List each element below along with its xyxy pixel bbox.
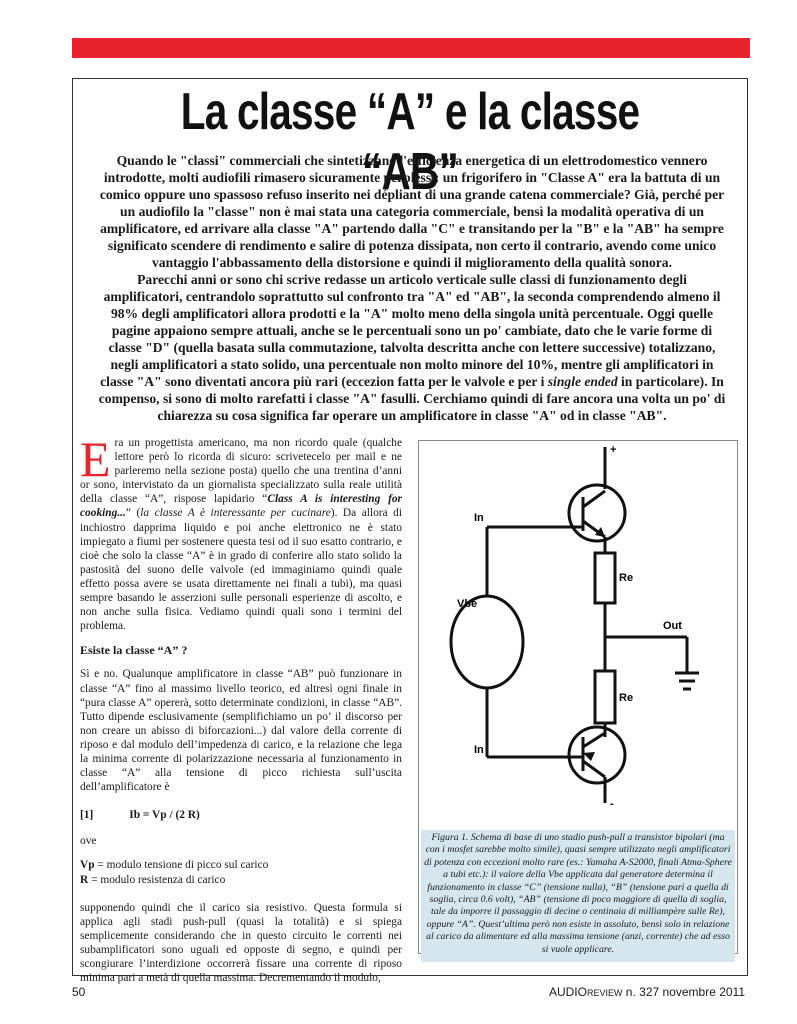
circuit-schematic [419, 441, 737, 833]
in-bottom-label: In [474, 744, 484, 756]
mag-name-a: AUDIO [548, 985, 587, 999]
intro-emphasis: single ended [547, 374, 618, 389]
english-quote: Class A is interesting for cooking... [80, 493, 402, 520]
body-paragraph-1 [80, 431, 402, 633]
body-text: ” ( [125, 507, 141, 520]
header-red-bar [72, 38, 750, 58]
def-symbol-vp: Vp [80, 859, 95, 872]
bottom-resistor-symbol [595, 671, 615, 723]
def-text-vp: = modulo tensione di picco sul carico [94, 859, 269, 872]
drop-cap: E [80, 431, 111, 487]
in-top-label: In [474, 512, 484, 524]
re-bottom-label: Re [619, 692, 634, 704]
plus-label: + [610, 444, 617, 456]
body-paragraph-2: Sì e no. Qualunque amplificatore in classe “AB” può funzionare in classe “A” fino al massimo livello teorico, ed altresì ogni finale in “pura classe A” opererà, sotto determinate condizioni, in classe “AB”. Tutto dipende esclusivamente (semplifichiamo un po’ il discorso per non creare un abisso di biforcazioni...) dal valore della corrente di riposo e dal modulo dell’impedenza di carico, e la relazione che lega la minima corrente di polarizzazione necessaria al funzionamento in classe “A” alla tensione di picco richiesta sull’uscita dell’amplificatore è [80, 668, 402, 794]
article-intro [96, 152, 728, 424]
definitions [80, 858, 402, 886]
formula-expression: Ib = Vp / (2 R) [129, 809, 200, 822]
intro-paragraph-2-end: in particolare). In compenso, si sono di molto rarefatti i classe "A" fasulli. Cerchiamo quindi di fare ancora una volta un po' di chiarezza su cosa significa far operare un amplificatore in classe "A" od in classe "AB". [98, 374, 726, 423]
bottom-transistor-symbol [569, 727, 625, 783]
figure-caption: Figura 1. Schema di base di uno stadio push-pull a transistor bipolari (ma con i mosfet sarebbe molto simile), quasi sempre utilizzato negli amplificatori di potenza con eccezioni molto rare (es.: Yamaha A-S2000, finali Atma-Sphere a tubi etc.): il valore della Vbe applicata dal generatore determina il funzionamento in classe “C” (tensione nulla), “B” (tensione pari a quella di soglia, circa 0.6 volt), “AB” (tensione di poco maggiore di quella di soglia, tale da imporre il passaggio di decine o centinaia di milliampère sulle Re), oppure “A”. Quest’ultima però non esiste in assoluto, bensì solo in relazione al carico da alimentare ed alla massima tensione (anzi, corrente) che ad esso si vuole applicare. [421, 830, 735, 962]
body-paragraph-3: supponendo quindi che il carico sia resistivo. Questa formula si applica agli stadi push-pull (quasi la totalità) e si spiega semplicemente considerando che in questo circuito le correnti nei subamplificatori sono uguali ed opposte di segno, e quindi per scongiurare l’interdizione occorrerà fissare una corrente di riposo minima pari a metà di quella massima. Decrementando il modulo, [80, 901, 402, 985]
intro-paragraph-1: Quando le "classi" commerciali che sintetizzano l'efficienza energetica di un elettrodomestico vennero introdotte, molti audiofili rimasero sicuramente perplessi: un frigorifero in "Classe A" era la battuta di un comico oppure uno spassoso refuso inserito nei dépliant di una grande catena commerciale? Già, perché per un audiofilo la "classe" non è mai stata una categoria commerciale, bensì la modalità operativa di un amplificatore, ed arrivare alla classe "A" partendo dalla "C" e transitando per la "B" e la "AB" ha sempre significato scendere di rendimento e salire di potenza dissipata, non certo il contrario, avendo come unico vantaggio l'abbassamento della distorsione e quindi il miglioramento della qualità sonora. [99, 153, 725, 270]
body-text: ). Da allora di inchiostro dapprima liquido e poi anche elettronico ne è stato impiegato a fiumi per sostenere questa tesi od il suo esatto contrario, e cioè che solo la classe “A” è in grado di conferire allo stato solido la pastosità del suono delle valvole (ed immaginiamo quindi quale effetto possa avere se usata direttamente nei finali a tubi), ma quasi sempre basando le asserzioni sulle personali esperienze di ascolto, e non anche sulla fisica. Vediamo quindi quali sono i termini del problema. [80, 507, 402, 633]
body-column [80, 431, 402, 995]
quote-translation: la classe A è interessante per cucinare [140, 507, 331, 520]
def-symbol-r: R [80, 873, 89, 886]
def-text-r: = modulo resistenza di carico [88, 873, 226, 886]
issue-info: n. 327 novembre 2011 [622, 985, 745, 999]
top-resistor-symbol [595, 553, 615, 603]
out-label: Out [663, 620, 682, 632]
formula-number: [1] [80, 809, 94, 822]
intro-paragraph-2: Parecchi anni or sono chi scrive redasse un articolo verticale sulle classi di funzionamento degli amplificatori, centrandolo soprattutto sul confronto tra "A" ed "AB", la seconda comprendendo almeno il 98% degli amplificatori allora prodotti e la "A" molto meno della singola unità percentuale. Oggi quelle pagine appaiono sempre attuali, anche se le percentuali sono un po' cambiate, dato che le varie forme di classe "D" (quella basata sulla commutazione, talvolta descritta anche con lettere successive) totalizzano, negli amplificatori a stato solido, una percentuale non molto minore del 10%, mentre gli amplificatori in classe "A" sono diventati ancora più rari (eccezion fatta per le valvole e per i [100, 272, 721, 389]
re-top-label: Re [619, 572, 634, 584]
magazine-footer [549, 985, 745, 999]
mag-name-b: REVIEW [586, 988, 623, 998]
ove-word: ove [80, 835, 97, 848]
vbe-label: Vbe [457, 598, 478, 610]
formula [80, 808, 402, 822]
body-text: ra un progettista americano, ma non ricordo quale (qualche lettore però lo ricorda di sicuro: scrivetecelo per mail e ne parleremo nella sezione posta) quello che una trentina d’anni or sono, intervistato da un giornalista specializzato sulla reale utilità della classe “A”, rispose lapidario “ [80, 437, 402, 506]
minus-label: - [610, 798, 614, 810]
section-subheading: Esiste la classe “A” ? [80, 643, 188, 658]
article-title: La classe “A” e la classe “AB” [180, 83, 640, 201]
page-number: 50 [72, 985, 86, 999]
